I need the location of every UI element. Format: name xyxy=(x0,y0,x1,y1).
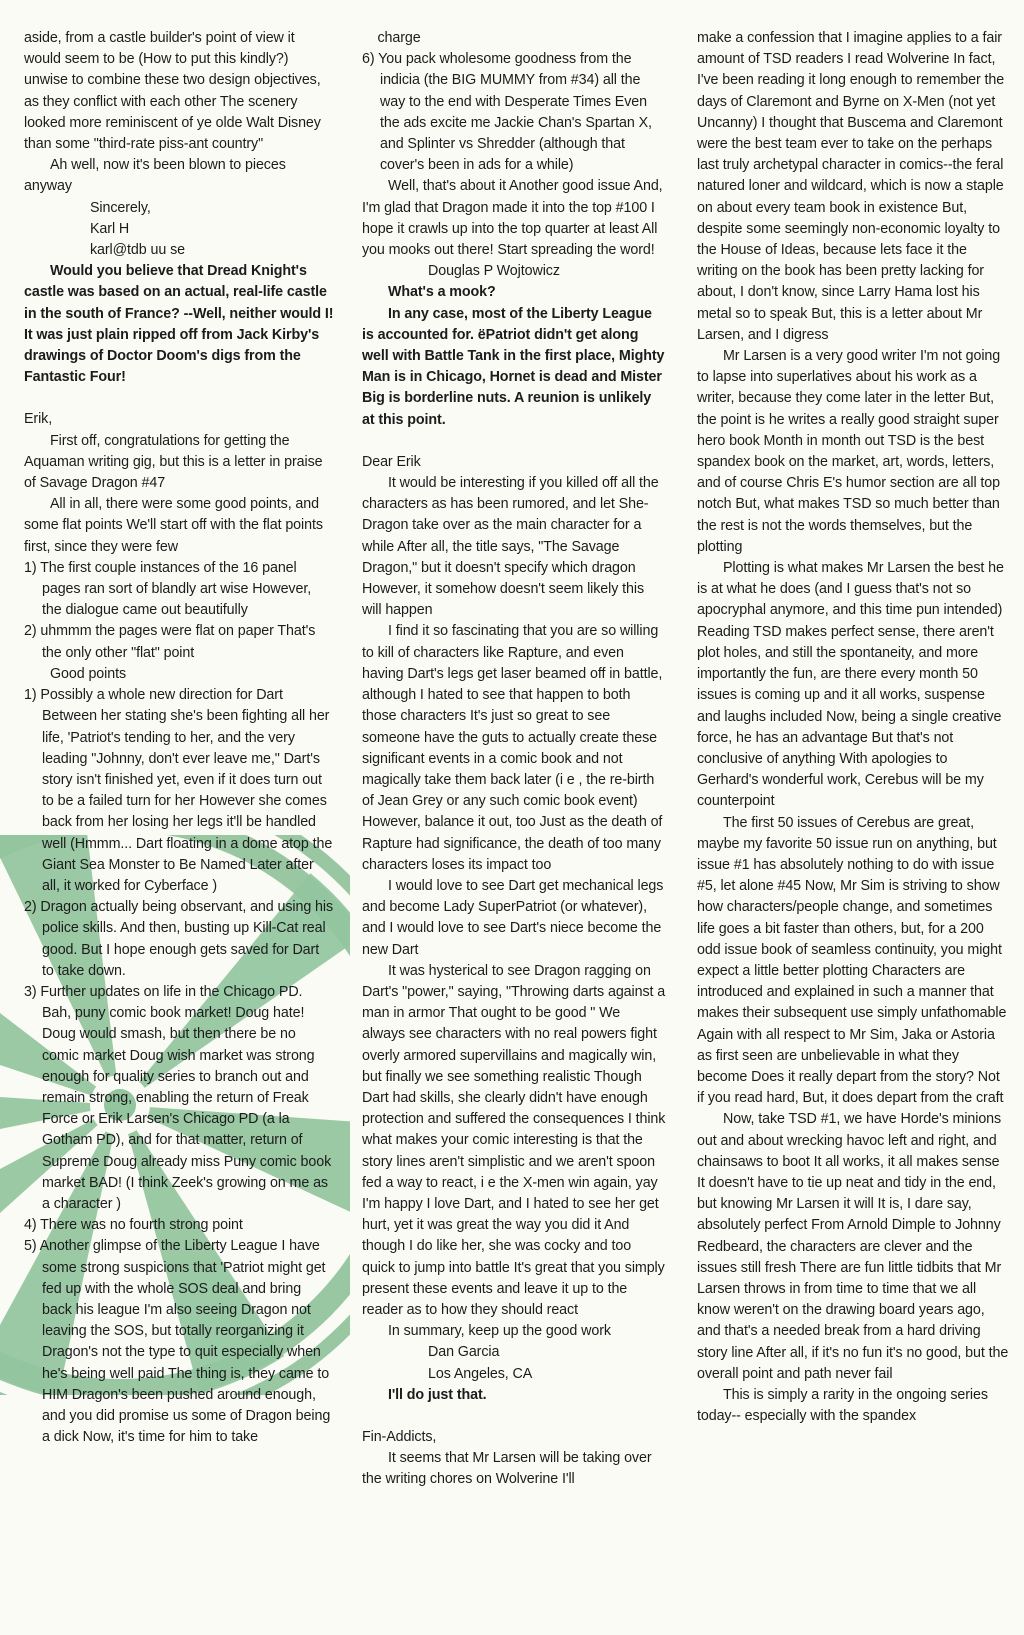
letter-paragraph: Good points xyxy=(50,665,126,682)
letter-signature: Dan Garcia xyxy=(428,1344,500,1361)
editor-reply: What's a mook? xyxy=(388,284,496,301)
letter-text: make a confession that I imagine applies to a fair amount of TSD readers I read Wolverine In fact, I've been reading it long enough to remember the days of Claremont and Byrne on X-Men (not yet Uncanny) I thought that Buscema and Claremont were the best team ever to take on the perhaps last truly archetypal character in comics--the feral natured loner and wildcard, which is now a staple on about every team book in existence But, despite some seemingly non-economic loyalty to the House of Ideas, because lets face it the writing on the book has been pretty lacking for about, I don't know, since Larry Hama lost his metal so to speak But, this is a letter about Mr Larsen, and I digress xyxy=(697,30,1005,343)
letter-paragraph: It seems that Mr Larsen will be taking over the writing chores on Wolverine I'll xyxy=(362,1450,652,1488)
letter-paragraph: I would love to see Dart get mechanical legs and become Lady SuperPatriot (or whatever), and I would love to see Dart's niece become the new Dart xyxy=(362,877,664,958)
letter-paragraph: The first 50 issues of Cerebus are great, maybe my favorite 50 issue run on anything, but issue #1 has absolutely nothing to do with issue #5, let alone #45 Now, Mr Sim is striving to show how characters/people change, and sometimes life goes a bit faster than others, but, for a 200 odd issue book of seamless continuity, you might expect a little better plotting Characters are introduced and explained in such a manner that makes their subsequent use simply unfathomable Again with all respect to Mr Sim, Jaka or Astoria as first seen are unbelievable in what they become Does it really depart from the story? Not if you read hard, But, it does depart from the craft xyxy=(697,814,1007,1107)
letter-paragraph: Mr Larsen is a very good writer I'm not going to lapse into superlatives about his work as a writer, because they come later in the letter But, the point is he writes a really good straight super hero book Month in month out TSD is the best spandex book on the market, art, words, letters, and of course Chris E's humor section are all top notch But, what makes TSD so much better than the rest is not the words themselves, but the plotting xyxy=(697,348,1001,555)
section-gap xyxy=(362,431,667,452)
letters-column-left xyxy=(24,28,334,1448)
letter-signature: karl@tdb uu se xyxy=(90,242,185,259)
letter-list-item: 3) Further updates on life in the Chicago PD. Bah, puny comic book market! Doug hate! Doug would smash, but then there be no comic market Doug wish market was strong enough for quality series to branch out and remain strong, enabling the return of Freak Force or Erik Larsen's Chicago PD (a la Gotham PD), and for that matter, return of Supreme Doug already miss Puny comic book market BAD! (I think Zeek's growing on me as a character ) xyxy=(24,983,332,1212)
letter-paragraph: Now, take TSD #1, we have Horde's minions out and about wrecking havoc left and right, and chainsaws to boot It all works, it all makes sense It doesn't have to tie up neat and tidy in the end, but knowing Mr Larsen it will It is, I dare say, absolutely perfect From Arnold Dimple to Johnny Redbeard, the characters are clever and the issues still fresh There are fun little tidbits that Mr Larsen throws in from time to time that we all know weren't on the drawing board years ago, and that's a needed break from a hard driving story line After all, if it's no fun it's no good, but the overall point and path never fail xyxy=(697,1111,1009,1382)
letter-list-item: 1) The first couple instances of the 16 panel pages ran sort of blandly art wise However, the dialogue came out beautifully xyxy=(24,559,312,619)
letter-text: aside, from a castle builder's point of view it would seem to be (How to put this kindly?) unwise to combine these two design objectives, as they conflict with each other The scenery looked more reminiscent of ye olde Walt Disney than some "third-rate piss-ant country" xyxy=(24,30,321,153)
letter-text: Dear Erik xyxy=(362,453,421,470)
letter-paragraph: All in all, there were some good points, and some flat points We'll start off with the flat points first, since they were few xyxy=(24,496,323,555)
letter-signature: Douglas P Wojtowicz xyxy=(428,263,560,280)
letter-paragraph: It would be interesting if you killed off all the characters as has been rumored, and let She-Dragon take over as the main character for a while After all, the title says, "The Savage Dragon," but it doesn't specify which dragon However, it somehow doesn't seem likely this will happen xyxy=(362,475,659,619)
letter-paragraph: It was hysterical to see Dragon ragging on Dart's "power," saying, "Throwing darts against a man in armor That ought to be good " We always see characters with no real powers fight overly armored supervillains and magically win, but finally we see something realistic Though Dart had skills, she clearly didn't have enough protection and suffered the consequences I think what makes your comic interesting is that the story lines aren't simplistic and we aren't spoon fed a way to react, i e the X-men win again, yay I'm happy I love Dart, and I hated to see her get hurt, yet it was great the way you did it And though I do like her, she was cocky and too quick to jump into battle It's great that you simply present these events and leave it up to the reader as to how they should react xyxy=(362,962,666,1318)
letter-paragraph: This is simply a rarity in the ongoing series today-- especially with the spandex xyxy=(697,1387,988,1425)
letter-paragraph: First off, congratulations for getting the Aquaman writing gig, but this is a letter in praise of Savage Dragon #47 xyxy=(24,432,323,492)
letter-text: Fin-Addicts, xyxy=(362,1429,437,1445)
editor-reply: Would you believe that Dread Knight's castle was based on an actual, real-life castle in the south of France? --Well, neither would I! It was just plain ripped off from Jack Kirby's drawings of Doctor Doom's digs from the Fantastic Four! xyxy=(24,263,334,386)
letters-column-middle xyxy=(362,28,667,1491)
letter-paragraph: Ah well, now it's been blown to pieces anyway xyxy=(24,157,286,195)
letter-paragraph: I find it so fascinating that you are so willing to kill of characters like Rapture, and even having Dart's legs get laser beamed off in battle, although I hated to see that happen to both those characters It's just so great to see someone have the guts to actually create these significant events in a comic book and not magically take them back later (i e , the re-birth of Jean Grey or any such comic book event) However, balance it out, too Just as the death of Rapture had significance, the death of too many characters loses its impact too xyxy=(362,623,663,873)
letter-list-item: 5) Another glimpse of the Liberty League I have some strong suspicions that 'Patriot might get fed up with the whole SOS deal and bring back his league I'm also seeing Dragon not leaving the SOS, but totally reorganizing it Dragon's not the type to quit especially when he's being well paid The thing is, they came to HIM Dragon's been pushed around enough, and you did promise us some of Dragon being a dick Now, it's time for him to take xyxy=(24,1238,331,1446)
section-gap xyxy=(24,388,334,409)
letter-list-item: 4) There was no fourth strong point xyxy=(24,1217,243,1234)
letter-list-item: 1) Possibly a whole new direction for Dart Between her stating she's been fighting all her life, 'Patriot's tending to her, and the very leading "Johnny, don't ever leave me," Dart's story isn't finished yet, even if it does turn out to be a failed turn for her However she comes back from her losing her legs it'll be handled well (Hmmm... Dart floating in a dome atop the Giant Sea Monster to Be Named Later after all, it worked for Cyberface ) xyxy=(24,687,333,894)
section-gap xyxy=(362,1406,667,1427)
letter-paragraph: Plotting is what makes Mr Larsen the best he is at what he does (and I guess that's not so apocryphal anymore, and this time pun intended) Reading TSD makes perfect sense, there aren't plot holes, and still the spontaneity, and more importantly the fun, are there every month 50 issues is coming up and it all works, suspense and laughs included Now, being a single creative force, he has an advantage But that's not conclusive of anything With apologies to Gerhard's wonderful work, Cerebus will be my counterpoint xyxy=(697,560,1004,810)
letters-column-right xyxy=(697,28,1009,1427)
letter-list-item: 2) Dragon actually being observant, and using his police skills. And then, busting up Kill-Cat real good. But I hope enough gets saved for Dart to take down. xyxy=(24,899,334,979)
letter-signature: Los Angeles, CA xyxy=(428,1365,533,1382)
letter-signature: Sincerely, xyxy=(90,199,151,216)
letter-paragraph: In summary, keep up the good work xyxy=(388,1323,611,1340)
editor-reply: In any case, most of the Liberty League is accounted for. ëPatriot didn't get along well with Battle Tank in the first place, Mighty Man is in Chicago, Hornet is dead and Mister Big is borderline nuts. A reunion is unlikely at this point. xyxy=(362,305,665,428)
letter-list-item: 2) uhmmm the pages were flat on paper That's the only other "flat" point xyxy=(24,623,316,661)
letter-list-item: charge xyxy=(362,30,421,46)
letter-signature: Karl H xyxy=(90,220,130,237)
letter-list-item: 6) You pack wholesome goodness from the indicia (the BIG MUMMY from #34) all the way to the end with Desperate Times Even the ads excite me Jackie Chan's Spartan X, and Splinter vs Shredder (although that cover's been in ads for a while) xyxy=(362,51,652,174)
letter-text: Erik, xyxy=(24,411,53,428)
letter-paragraph: Well, that's about it Another good issue And, I'm glad that Dragon made it into the top #100 I hope it crawls up into the top quarter at least All you mooks out there! Start spreading the word! xyxy=(362,178,663,259)
editor-reply: I'll do just that. xyxy=(388,1386,487,1403)
